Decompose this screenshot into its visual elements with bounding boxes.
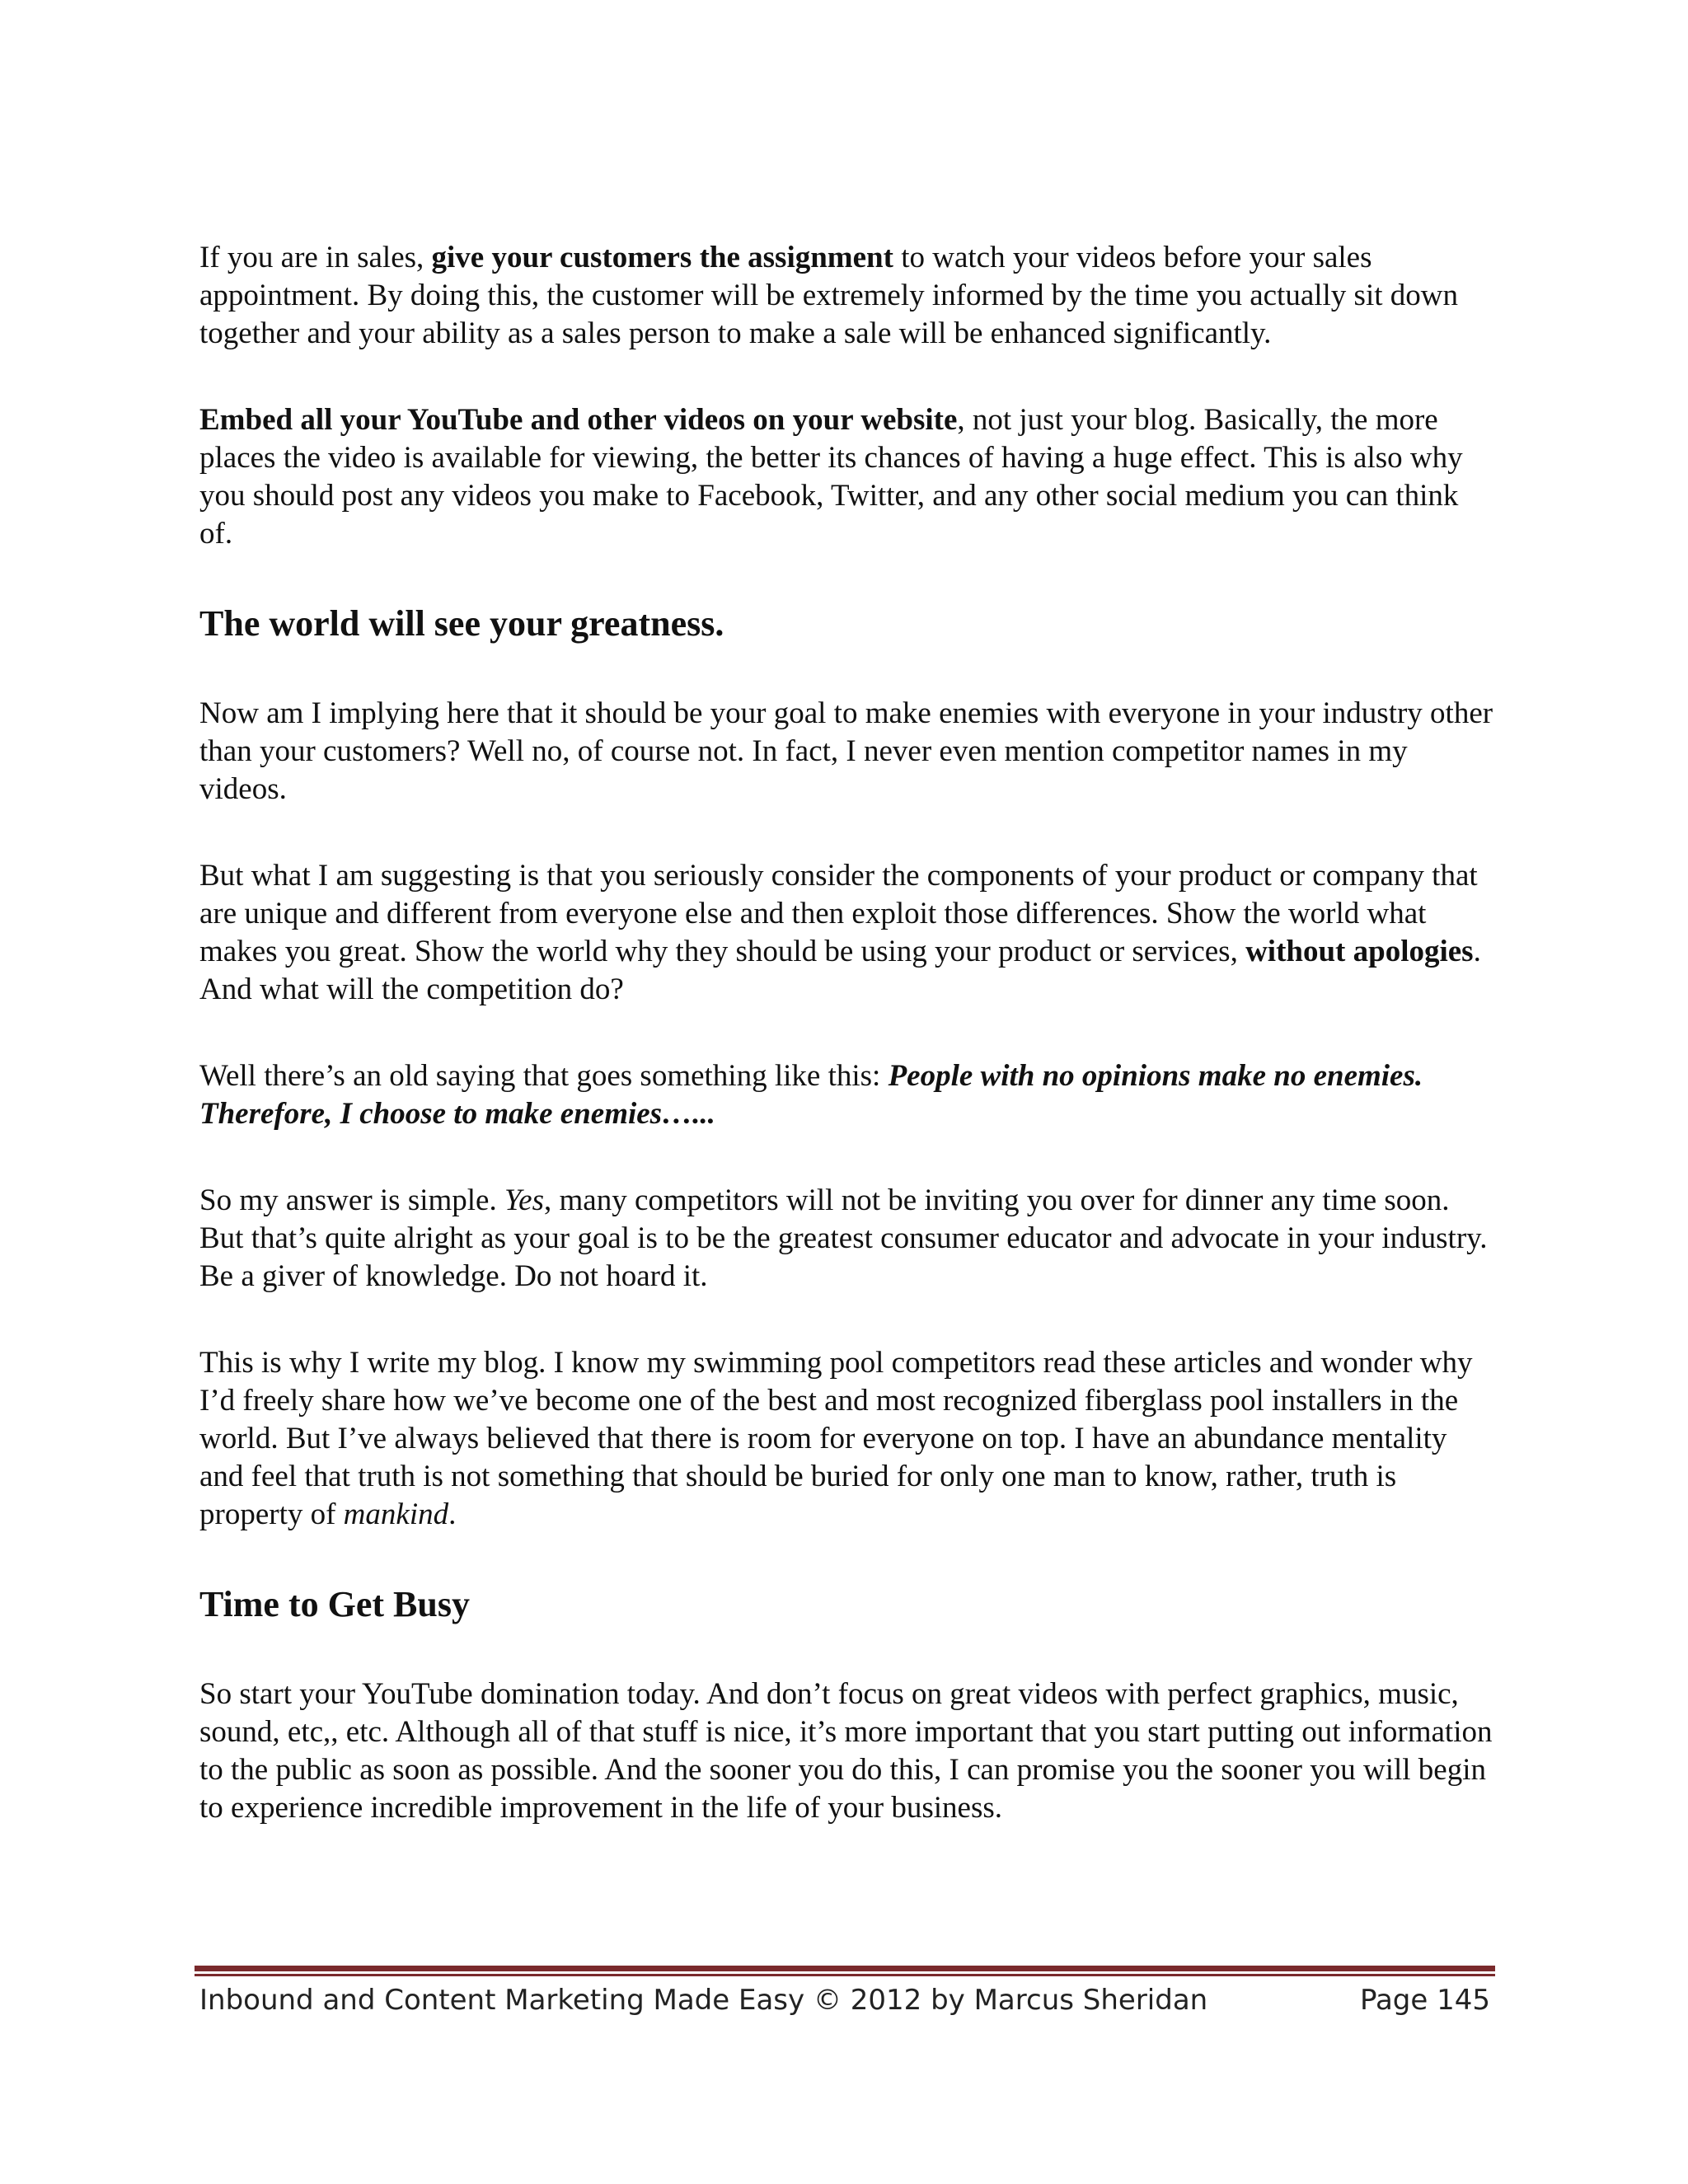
heading-text: The world will see your greatness. [199,603,724,644]
paragraph-answer-simple [199,1182,1493,1296]
page-footer [199,1980,1490,2021]
paragraph-old-saying [199,1057,1493,1133]
text-run: Well there’s an old saying that goes something like this: [199,1059,889,1093]
text-run: If you are in sales, [199,241,432,274]
bold-italic-text-run: People with no opinions make no enemies. Therefore, I choose to make enemies…... [199,1059,1423,1131]
text-run: Now am I implying here that it should be your goal to make enemies with everyone in your industry other than your customers? Well no, of course not. In fact, I never even mention competitor names in my videos. [199,696,1493,806]
bold-text-run: Embed all your YouTube and other videos on your website [199,403,958,437]
text-run: So my answer is simple. [199,1183,504,1217]
paragraph-youtube-domination [199,1675,1493,1827]
italic-text-run: Yes [504,1183,544,1217]
text-run: , not just your blog. Basically, the more places the video is available for viewing, the better its chances of having a huge effect. This is also why you should post any videos you make to Facebook, Twitter, and any other social medium you can think of. [199,403,1463,551]
text-run: , many competitors will not be inviting you over for dinner any time soon. But that’s quite alright as your goal is to be the greatest consumer educator and advocate in your industry. Be a giver of knowledge. Do not hoard it. [199,1183,1488,1293]
text-run: . And what will the competition do? [199,935,1481,1006]
footer-divider-thin-line [195,1974,1495,1976]
paragraph-embed-videos [199,401,1493,553]
footer-page-number: Page 145 [1359,1984,1490,2017]
paragraph-why-blog [199,1344,1493,1534]
text-run: . [448,1497,457,1531]
page-body [199,239,1493,1876]
section-heading-greatness [199,602,1493,646]
text-run: to watch your videos before your sales appointment. By doing this, the customer will be extremely informed by the time you actually sit down together and your ability as a sales person to make a sale will be enhanced significantly. [199,241,1458,350]
text-run: But what I am suggesting is that you seriously consider the components of your product or company that are unique and different from everyone else and then exploit those differences. Show the world what makes you great. Show the world why they should be using your product or services, [199,859,1478,968]
bold-text-run: without apologies [1245,935,1474,968]
heading-text: Time to Get Busy [199,1584,470,1624]
footer-divider-thick-line [195,1966,1495,1971]
paragraph-suggesting [199,857,1493,1009]
italic-text-run: mankind [343,1497,449,1531]
footer-copyright: Inbound and Content Marketing Made Easy © 2012 by Marcus Sheridan [199,1984,1208,2017]
paragraph-enemies-question [199,695,1493,808]
bold-text-run: give your customers the assignment [431,241,893,274]
paragraph-sales-assignment [199,239,1493,353]
text-run: So start your YouTube domination today. And don’t focus on great videos with perfect graphics, music, sound, etc,, etc. Although all of that stuff is nice, it’s more important that you start putting out information to the public as soon as possible. And the sooner you do this, I can promise you the sooner you will begin to experience incredible improvement in the life of your business. [199,1677,1493,1825]
section-heading-get-busy [199,1582,1493,1627]
text-run: This is why I write my blog. I know my swimming pool competitors read these articles and wonder why I’d freely share how we’ve become one of the best and most recognized fiberglass pool installers in the world. But I’ve always believed that there is room for everyone on top. I have an abundance mentality and feel that truth is not something that should be buried for only one man to know, rather, truth is property of [199,1346,1473,1531]
